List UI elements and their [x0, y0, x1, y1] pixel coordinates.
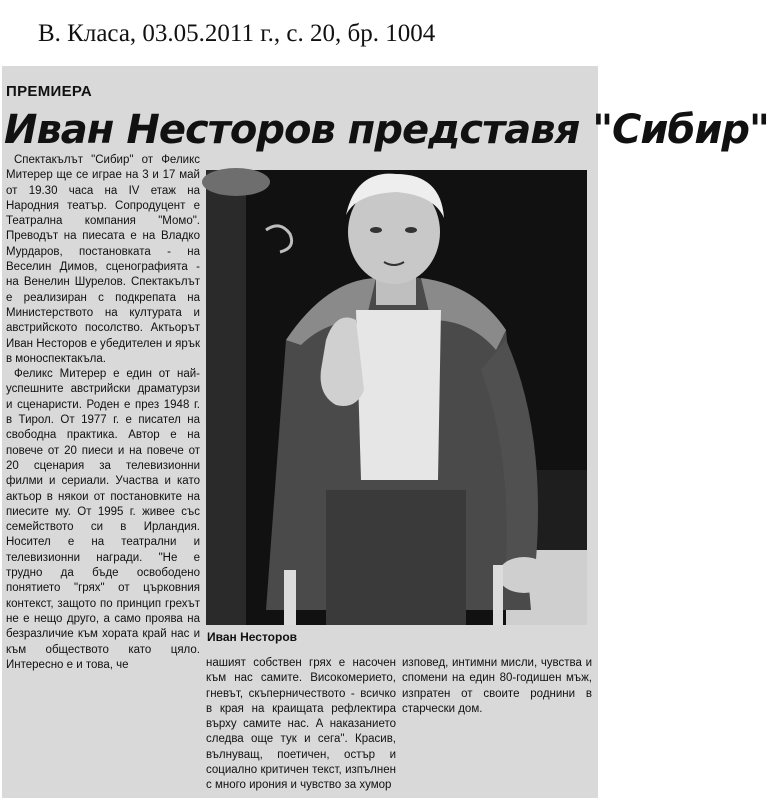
article-paragraph-continued: изповед, интимни мисли, чувства и спомени на един 80-годишен мъж, изпратен от своите роднини в старчески дом. — [402, 657, 592, 715]
source-citation: В. Класа, 03.05.2011 г., с. 20, бр. 1004 — [38, 20, 436, 47]
photo-caption: Иван Несторов — [207, 630, 298, 644]
article-headline: Иван Несторов представя "Сибир" — [4, 107, 769, 153]
article-paragraph: Спектакълът "Сибир" от Феликс Митерер ще се играе на 3 и 17 май от 19.30 часа на IV етаж на Народния театър. Сопродуцент е Театрална компания "Момо". Преводът на пиесата е на Владко Мурдаров, постановката - на Веселин Димов, сценографията - на Венелин Шурелов. Спектакълът е реализиран с подкрепата на Министерството на културата и австрийското посолство. Актьорът Иван Несторов е убедителен и ярък в моноспектакъла. — [6, 154, 200, 365]
actor-photo-illustration — [206, 170, 587, 625]
article-paragraph: нашият собствен грях е насочен към нас самите. Високомерието, гневът, скъперничеството - всичко в края на краищата рефлектира върху самите нас. А наказанието следва още тук и сега". Красив, вълнуващ, поетичен, остър и социално критичен текст, изпълнен с много ирония и чувство за хумор — [206, 657, 396, 792]
article-column-2 — [206, 656, 396, 796]
actor-photo — [206, 170, 587, 625]
section-rubric: ПРЕМИЕРА — [6, 83, 92, 100]
article-column-1 — [6, 153, 200, 793]
article-column-3 — [402, 656, 592, 796]
article-paragraph: Феликс Митерер е един от най-успешните австрийски драматурзи и сценаристи. Роден е през 1948 г. в Тирол. От 1977 г. е писател на свободна практика. Автор е на повече от 20 пиеси и на повече от 20 сценария за телевизионни филми и сериали. Участва и като актьор в някои от постановките на пиесите му. От 1995 г. живее със семейството си в Ирландия. Носител е на театрални и телевизионни награди. "Не е трудно да бъде освободено понятието "грях" от църковния контекст, защото по принцип грехът не е нещо друго, а само проява на безразличие към хората край нас и към обществото като цяло. Интересно е и това, че — [6, 368, 200, 671]
